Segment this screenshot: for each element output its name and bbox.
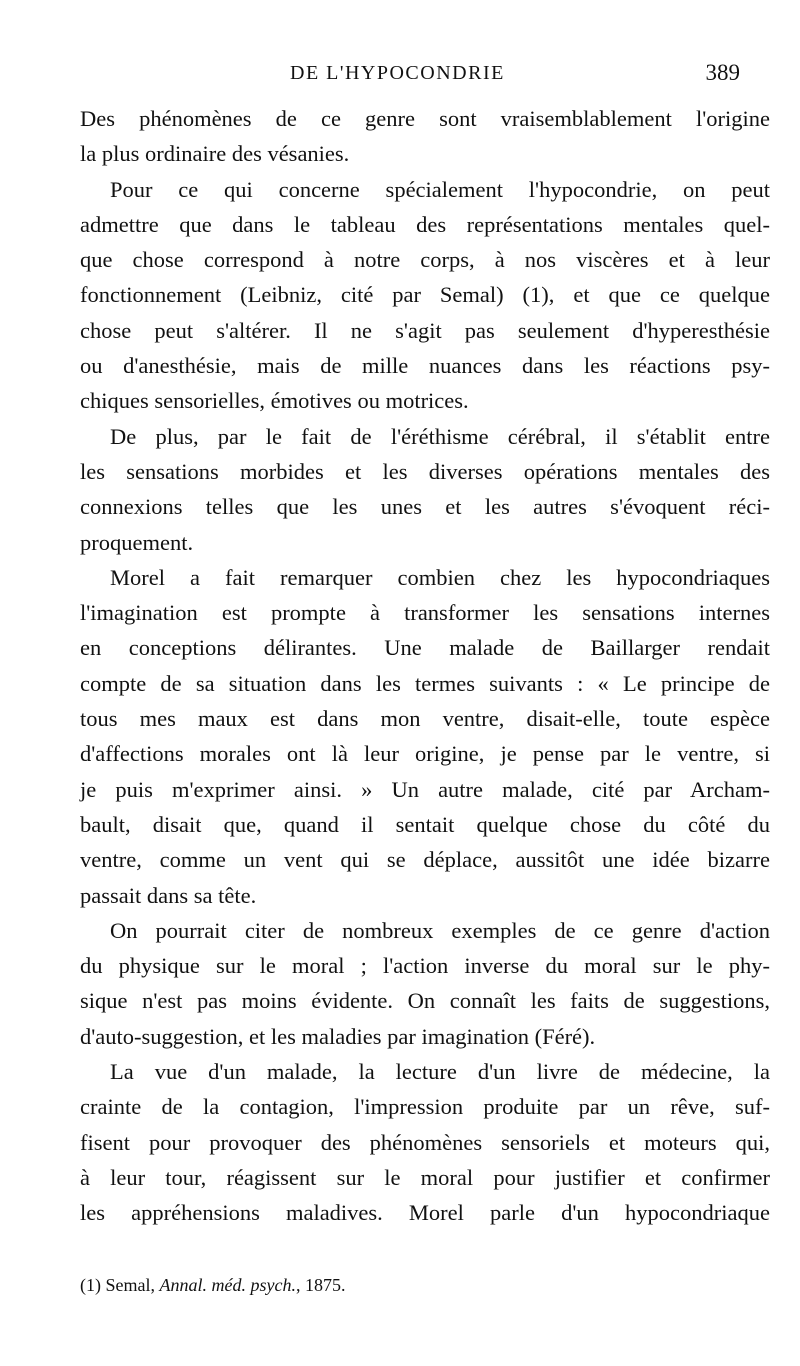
text-line: je puis m'exprimer ainsi. » Un autre malade, cité par Archam- (80, 776, 770, 802)
text-line: la plus ordinaire des vésanies. (80, 141, 350, 167)
text-line: passait dans sa tête. (80, 882, 257, 908)
text-line: sique n'est pas moins évidente. On connaît les faits de suggestions, (80, 988, 770, 1014)
text-line: Pour ce qui concerne spécialement l'hypocondrie, on peut (110, 176, 770, 202)
text-line: du physique sur le moral ; l'action inverse du moral sur le phy- (80, 953, 770, 979)
text-line: Morel a fait remarquer combien chez les hypocondriaques (110, 564, 770, 590)
text-line: d'affections morales ont là leur origine, je pense par le ventre, si (80, 741, 770, 767)
text-line: admettre que dans le tableau des représentations mentales quel- (80, 211, 770, 237)
text-line: à leur tour, réagissent sur le moral pour justifier et confirmer (80, 1164, 770, 1190)
text-line: chose peut s'altérer. Il ne s'agit pas seulement d'hyperesthésie (80, 317, 770, 343)
text-line: tous mes maux est dans mon ventre, disait-elle, toute espèce (80, 706, 770, 732)
footnote-prefix: (1) Semal, (80, 1275, 160, 1295)
page-number: 389 (705, 60, 740, 85)
text-line: compte de sa situation dans les termes suivants : « Le principe de (80, 670, 770, 696)
text-line: fonctionnement (Leibniz, cité par Semal) (1), et que ce quelque (80, 282, 770, 308)
footnote (80, 1275, 345, 1296)
text-line: De plus, par le fait de l'éréthisme cérébral, il s'établit entre (110, 423, 770, 449)
text-line: d'auto-suggestion, et les maladies par imagination (Féré). (80, 1023, 596, 1049)
running-title: DE L'HYPOCONDRIE (290, 62, 505, 84)
footnote-suffix: , 1875. (295, 1275, 346, 1295)
text-line: proquement. (80, 529, 194, 555)
text-line: l'imagination est prompte à transformer les sensations internes (80, 600, 770, 626)
text-line: On pourrait citer de nombreux exemples de ce genre d'action (110, 917, 770, 943)
text-line: La vue d'un malade, la lecture d'un livre de médecine, la (110, 1059, 770, 1085)
text-line: crainte de la contagion, l'impression produite par un rêve, suf- (80, 1094, 770, 1120)
body-text (80, 101, 770, 1231)
text-line: en conceptions délirantes. Une malade de Baillarger rendait (80, 635, 770, 661)
running-head (0, 62, 800, 92)
text-line: les sensations morbides et les diverses opérations mentales des (80, 458, 770, 484)
text-line: ou d'anesthésie, mais de mille nuances dans les réactions psy- (80, 353, 770, 379)
text-line: connexions telles que les unes et les autres s'évoquent réci- (80, 494, 770, 520)
text-line: les appréhensions maladives. Morel parle d'un hypocondriaque (80, 1200, 770, 1226)
footnote-journal: Annal. méd. psych. (159, 1275, 296, 1295)
text-line: Des phénomènes de ce genre sont vraisemblablement l'origine (80, 106, 770, 131)
text-line: fisent pour provoquer des phénomènes sensoriels et moteurs qui, (80, 1129, 770, 1155)
text-line: ventre, comme un vent qui se déplace, aussitôt une idée bizarre (80, 847, 770, 873)
text-line: chiques sensorielles, émotives ou motrices. (80, 388, 469, 414)
text-line: que chose correspond à notre corps, à nos viscères et à leur (80, 247, 770, 273)
text-line: bault, disait que, quand il sentait quelque chose du côté du (80, 811, 770, 837)
